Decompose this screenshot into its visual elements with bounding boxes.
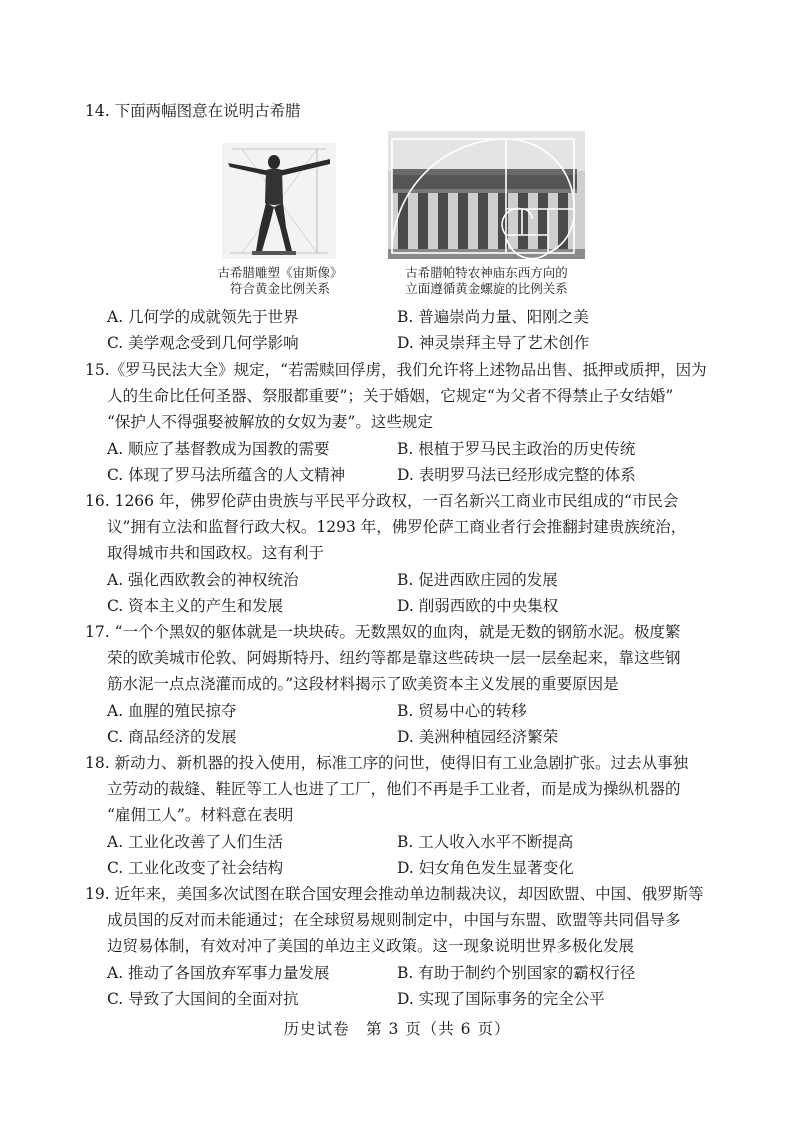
q14-option-b[interactable]: B. 普遍崇尚力量、阳刚之美 bbox=[397, 308, 589, 326]
zeus-statue-image bbox=[222, 143, 336, 259]
q17-option-b[interactable]: B. 贸易中心的转移 bbox=[397, 702, 527, 720]
q14-option-a[interactable]: A. 几何学的成就领先于世界 bbox=[107, 308, 299, 326]
q18-stem-line3: “雇佣工人”。材料意在表明 bbox=[107, 806, 294, 824]
q15-option-d[interactable]: D. 表明罗马法已经形成完整的体系 bbox=[397, 466, 636, 484]
zeus-caption-line1: 古希腊雕塑《宙斯像》 bbox=[217, 265, 343, 280]
q16-stem-line1: 16. 1266 年，佛罗伦萨由贵族与平民平分政权，一百名新兴工商业市民组成的“市民会 bbox=[85, 492, 679, 510]
q15-stem-line2: 人的生命比任何圣器、祭服都重要”；关于婚姻，它规定“为父者不得禁止子女结婚” bbox=[107, 387, 674, 405]
q15-stem-line1: 15.《罗马民法大全》规定，“若需赎回俘虏，我们允许将上述物品出售、抵押或质押，因为 bbox=[85, 361, 707, 379]
q16-option-b[interactable]: B. 促进西欧庄园的发展 bbox=[397, 571, 558, 589]
q17-option-d[interactable]: D. 美洲种植园经济繁荣 bbox=[397, 728, 559, 746]
page-footer: 历史试卷 第 3 页（共 6 页） bbox=[283, 1020, 511, 1038]
q16-option-d[interactable]: D. 削弱西欧的中央集权 bbox=[397, 597, 559, 615]
parthenon-golden-spiral-illustration bbox=[388, 131, 585, 259]
q14-stem: 14. 下面两幅图意在说明古希腊 bbox=[85, 102, 301, 120]
q16-stem-line3: 取得城市共和国政权。这有利于 bbox=[107, 544, 325, 562]
q15-option-c[interactable]: C. 体现了罗马法所蕴含的人文精神 bbox=[107, 466, 346, 484]
parthenon-caption-line1: 古希腊帕特农神庙东西方向的 bbox=[405, 265, 568, 280]
q16-stem-line2: 议”拥有立法和监督行政大权。1293 年，佛罗伦萨工商业者行会推翻封建贵族统治， bbox=[107, 518, 687, 536]
parthenon-caption-line2: 立面遵循黄金螺旋的比例关系 bbox=[405, 281, 568, 296]
q15-stem-line3: “保护人不得强娶被解放的女奴为妻”。这些规定 bbox=[107, 413, 433, 431]
q18-option-a[interactable]: A. 工业化改善了人们生活 bbox=[107, 833, 284, 851]
q19-stem-line1: 19. 近年来，美国多次试图在联合国安理会推动单边制裁决议，却因欧盟、中国、俄罗斯等 bbox=[85, 885, 704, 903]
q19-option-b[interactable]: B. 有助于制约个别国家的霸权行径 bbox=[397, 964, 636, 982]
q15-option-b[interactable]: B. 根植于罗马民主政治的历史传统 bbox=[397, 440, 636, 458]
q19-option-a[interactable]: A. 推动了各国放弃军事力量发展 bbox=[107, 964, 330, 982]
q19-option-d[interactable]: D. 实现了国际事务的完全公平 bbox=[397, 990, 605, 1008]
q14-option-d[interactable]: D. 神灵崇拜主导了艺术创作 bbox=[397, 334, 590, 352]
q17-stem-line3: 筋水泥一点点浇灌而成的。”这段材料揭示了欧美资本主义发展的重要原因是 bbox=[107, 675, 619, 693]
q14-option-c[interactable]: C. 美学观念受到几何学影响 bbox=[107, 334, 299, 352]
q17-stem-line1: 17. “一个个黑奴的躯体就是一块块砖。无数黑奴的血肉，就是无数的钢筋水泥。极度繁 bbox=[85, 623, 681, 641]
q16-option-c[interactable]: C. 资本主义的产生和发展 bbox=[107, 597, 284, 615]
q18-stem-line2: 立劳动的裁缝、鞋匠等工人也进了工厂，他们不再是手工业者，而是成为操纵机器的 bbox=[107, 780, 681, 798]
q19-stem-line2: 成员国的反对而未能通过；在全球贸易规则制定中，中国与东盟、欧盟等共同倡导多 bbox=[107, 911, 681, 929]
q18-option-c[interactable]: C. 工业化改变了社会结构 bbox=[107, 859, 284, 877]
q15-option-a[interactable]: A. 顺应了基督教成为国教的需要 bbox=[107, 440, 330, 458]
q17-option-a[interactable]: A. 血腥的殖民掠夺 bbox=[107, 702, 237, 720]
q19-stem-line3: 边贸易体制，有效对冲了美国的单边主义政策。这一现象说明世界多极化发展 bbox=[107, 937, 635, 955]
q17-stem-line2: 荣的欧美城市伦敦、阿姆斯特丹、纽约等都是靠这些砖块一层一层垒起来，靠这些钢 bbox=[107, 649, 681, 667]
q18-stem-line1: 18. 新动力、新机器的投入使用，标准工序的问世，使得旧有工业急剧扩张。过去从事独 bbox=[85, 754, 689, 772]
parthenon-image bbox=[388, 131, 585, 259]
q19-option-c[interactable]: C. 导致了大国间的全面对抗 bbox=[107, 990, 299, 1008]
q16-option-a[interactable]: A. 强化西欧教会的神权统治 bbox=[107, 571, 299, 589]
q18-option-d[interactable]: D. 妇女角色发生显著变化 bbox=[397, 859, 574, 877]
q18-option-b[interactable]: B. 工人收入水平不断提高 bbox=[397, 833, 574, 851]
zeus-statue-illustration bbox=[222, 143, 336, 259]
zeus-caption-line2: 符合黄金比例关系 bbox=[229, 281, 330, 296]
q17-option-c[interactable]: C. 商品经济的发展 bbox=[107, 728, 237, 746]
